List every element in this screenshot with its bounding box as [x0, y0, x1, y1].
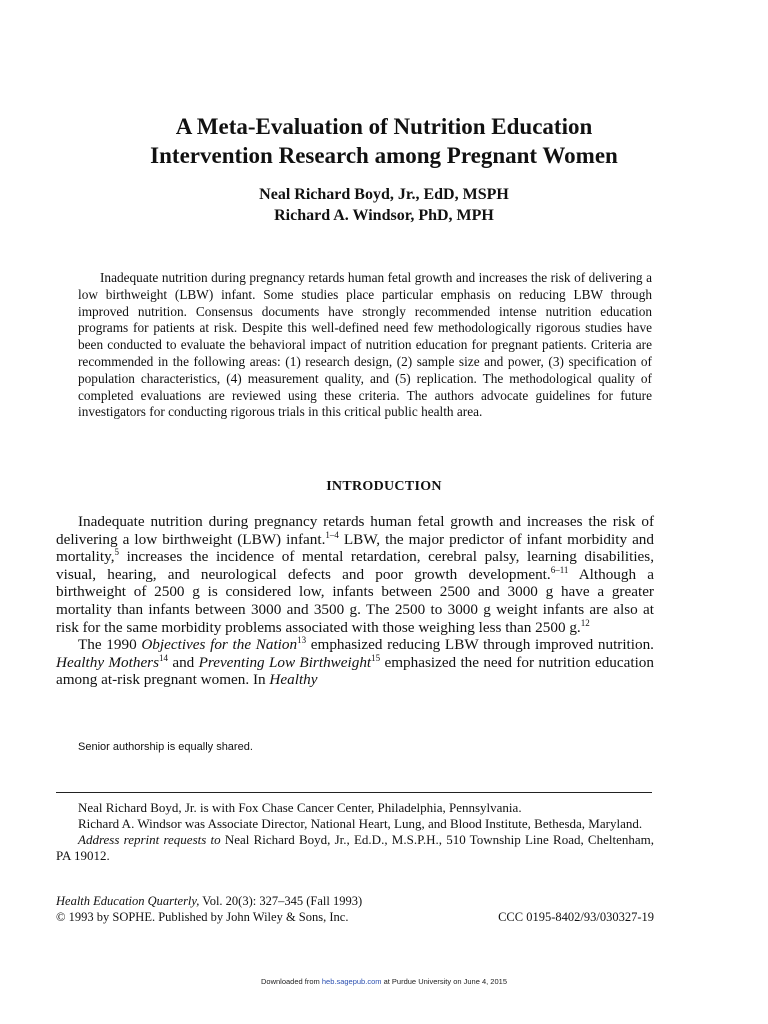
- reprint-label: Address reprint requests to: [78, 832, 221, 847]
- reference-superscript: 14: [159, 652, 169, 663]
- download-link[interactable]: heb.sagepub.com: [321, 977, 382, 986]
- reference-superscript: 1–4: [325, 529, 339, 540]
- text-span: and: [168, 653, 199, 671]
- download-notice: [0, 977, 768, 986]
- download-prefix: Downloaded from: [260, 977, 322, 986]
- journal-line: [56, 893, 654, 909]
- author-list: [40, 184, 728, 226]
- copyright-row: [56, 909, 654, 925]
- reference-superscript: 5: [114, 547, 119, 558]
- italic-title: Objectives for the Nation: [141, 636, 298, 654]
- reference-superscript: 15: [371, 652, 381, 663]
- reference-superscript: 6–11: [550, 564, 569, 575]
- intro-paragraph-2: [56, 636, 654, 689]
- journal-volume: Vol. 20(3): 327–345 (Fall 1993): [199, 894, 363, 908]
- text-span: increases the incidence of mental retardation, cerebral palsy, learning disabilities, visual, hearing, and neurological defects and poor growth development.: [56, 548, 654, 583]
- author-1: Neal Richard Boyd, Jr., EdD, MSPH: [259, 186, 509, 203]
- authorship-footnote: Senior authorship is equally shared.: [78, 741, 253, 753]
- ccc-code: CCC 0195-8402/93/030327-19: [498, 910, 654, 924]
- copyright-text: © 1993 by SOPHE. Published by John Wiley & Sons, Inc.: [56, 910, 349, 924]
- intro-paragraph-1: [56, 513, 654, 636]
- italic-title: Preventing Low Birthweight: [198, 653, 372, 671]
- reprint-request: [56, 832, 654, 864]
- author-2: Richard A. Windsor, PhD, MPH: [274, 207, 494, 224]
- text-span: The 1990: [78, 636, 142, 654]
- italic-title: Healthy: [269, 671, 318, 689]
- article-title: [40, 112, 728, 170]
- download-suffix: at Purdue University on June 4, 2015: [381, 977, 507, 986]
- text-span: Inadequate nutrition during pregnancy retards human fetal growth and increases the risk of delivering a low birthweight (LBW) infant.: [56, 513, 654, 548]
- text-span: Although a birthweight of 2500 g is considered low, infants between 2500 and 3000 g have a greater mortality than infants between 3000 and 3500 g. The 2500 to 3000 g weight infants are also at risk for the same morbidity problems associated with those weighing less than 2500 g.: [56, 565, 654, 636]
- reference-superscript: 13: [297, 635, 307, 646]
- section-heading-introduction: INTRODUCTION: [326, 479, 442, 494]
- journal-citation: [56, 893, 654, 925]
- title-line-1: A Meta-Evaluation of Nutrition Education: [175, 114, 593, 139]
- footnote-divider: [56, 792, 652, 793]
- text-span: emphasized the need for nutrition education among at-risk pregnant women. In: [56, 653, 654, 689]
- italic-title: Healthy Mothers: [56, 653, 160, 671]
- abstract: Inadequate nutrition during pregnancy retards human fetal growth and increases the risk of delivering a low birthweight (LBW) infant. Some studies place particular emphasis on reducing LBW through improved nutrition. Consensus documents have strongly recommended intense nutrition education programs for patients at risk. Despite this well-defined need few methodologically rigorous studies have been conducted to evaluate the behavioral impact of nutrition education for pregnant patients. Criteria are recommended in the following areas: (1) research design, (2) sample size and power, (3) specification of population characteristics, (4) measurement quality, and (5) replication. The methodological quality of completed evaluations are reviewed using these criteria. The authors advocate guidelines for future investigators for conducting rigorous trials in this critical public health area.: [78, 270, 652, 420]
- affiliation-1: Neal Richard Boyd, Jr. is with Fox Chase Cancer Center, Philadelphia, Pennsylvania.: [78, 800, 522, 815]
- reprint-address: Neal Richard Boyd, Jr., Ed.D., M.S.P.H., 510 Township Line Road, Cheltenham, PA 19012.: [56, 832, 654, 863]
- text-span: emphasized reducing LBW through improved nutrition.: [306, 636, 654, 654]
- introduction-body: [56, 513, 654, 689]
- reference-superscript: 12: [580, 617, 590, 628]
- affiliation-2: Richard A. Windsor was Associate Director, National Heart, Lung, and Blood Institute, Bethesda, Maryland.: [78, 816, 643, 831]
- journal-name: Health Education Quarterly,: [56, 894, 200, 908]
- title-line-2: Intervention Research among Pregnant Women: [150, 143, 618, 168]
- affiliations: [56, 800, 654, 864]
- text-span: LBW, the major predictor of infant morbidity and mortality,: [56, 530, 654, 566]
